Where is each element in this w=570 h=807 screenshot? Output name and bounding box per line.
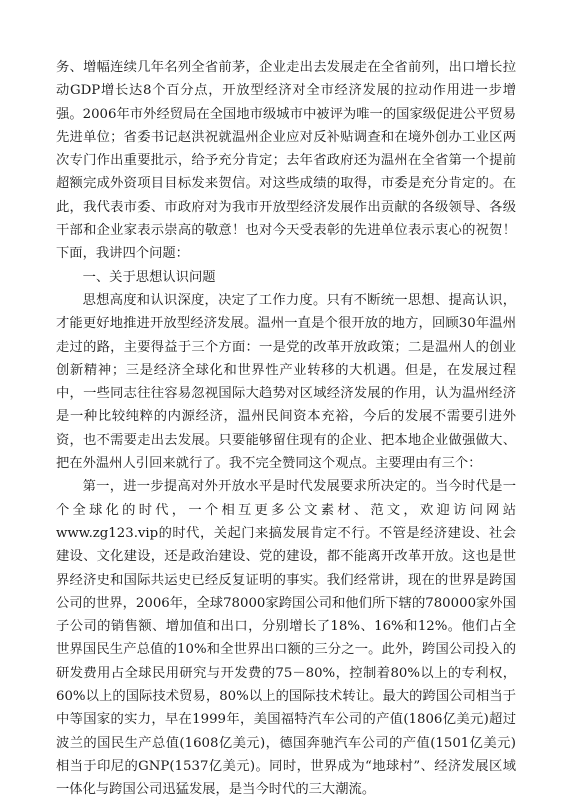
intro-paragraph: 务、增幅连续几年名列全省前茅，企业走出去发展走在全省前列，出口增长拉动GDP增长达8个百分点，开放型经济对全市经济发展的拉动作用进一步增强。2006年市外经贸局在全国地市级城市中被评为唯一的国家级促进公平贸易先进单位；省委书记赵洪祝就温州企业应对反补贴调查和在境外创办工业区两次专门作出重要批示，给予充分肯定；去年省政府还为温州在全省第一个提前超额完成外资项目目标发来贺信。对这些成绩的取得，市委是充分肯定的。在此，我代表市委、市政府对为我市开放型经济发展作出贡献的各级领导、各级干部和企业家表示崇高的敬意！也对今天受表彰的先进单位表示衷心的祝贺！下面，我讲四个问题： (56, 60, 516, 262)
first-reason-paragraph: 第一，进一步提高对外开放水平是时代发展要求所决定的。当今时代是一个全球化的时代，一个相互更多公文素材、范文，欢迎访问网站www.zg123.vip的时代，关起门来搞发展肯定不行。不管是经济建设、社会建设、文化建设，还是政治建设、党的建设，都不能离开改革开放。这也是世界经济史和国际共运史已经反复证明的事实。我们经常讲，现在的世界是跨国公司的世界，2006年，全球78000家跨国公司和他们所下辖的780000家外国子公司的销售额、增加值和出口，分别增长了18%、16%和12%。他们占全世界国民生产总值的10%和全世界出口额的三分之一。此外，跨国公司投入的研发费用占全球民用研究与开发费的75－80%，控制着80%以上的专利权，60%以上的国际技术贸易，80%以上的国际技术转让。最大的跨国公司相当于中等国家的实力，早在1999年，美国福特汽车公司的产值(1806亿美元)超过波兰的国民生产总值(1608亿美元)，德国奔驰汽车公司的产值(1501亿美元)相当于印尼的GNP(1537亿美元)。同时，世界成为“地球村”、经济发展区域一体化与跨国公司迅猛发展，是当今时代的三大潮流。 (56, 479, 516, 798)
document-body (56, 56, 516, 802)
section-heading: 一、关于思想认识问题 (82, 269, 216, 285)
thinking-paragraph: 思想高度和认识深度，决定了工作力度。只有不断统一思想、提高认识，才能更好地推进开放型经济发展。温州一直是个很开放的地方，回顾30年温州走过的路，主要得益于三个方面：一是党的改革开放政策；二是温州人的创业创新精神；三是经济全球化和世界性产业转移的大机遇。但是，在发展过程中，一些同志往往容易忽视国际大趋势对区域经济发展的作用，认为温州经济是一种比较纯粹的内源经济，温州民间资本充裕，今后的发展不需要引进外资，也不需要走出去发展。只要能够留住现有的企业、把本地企业做强做大、把在外温州人引回来就行了。我不完全赞同这个观点。主要理由有三个： (56, 292, 516, 472)
